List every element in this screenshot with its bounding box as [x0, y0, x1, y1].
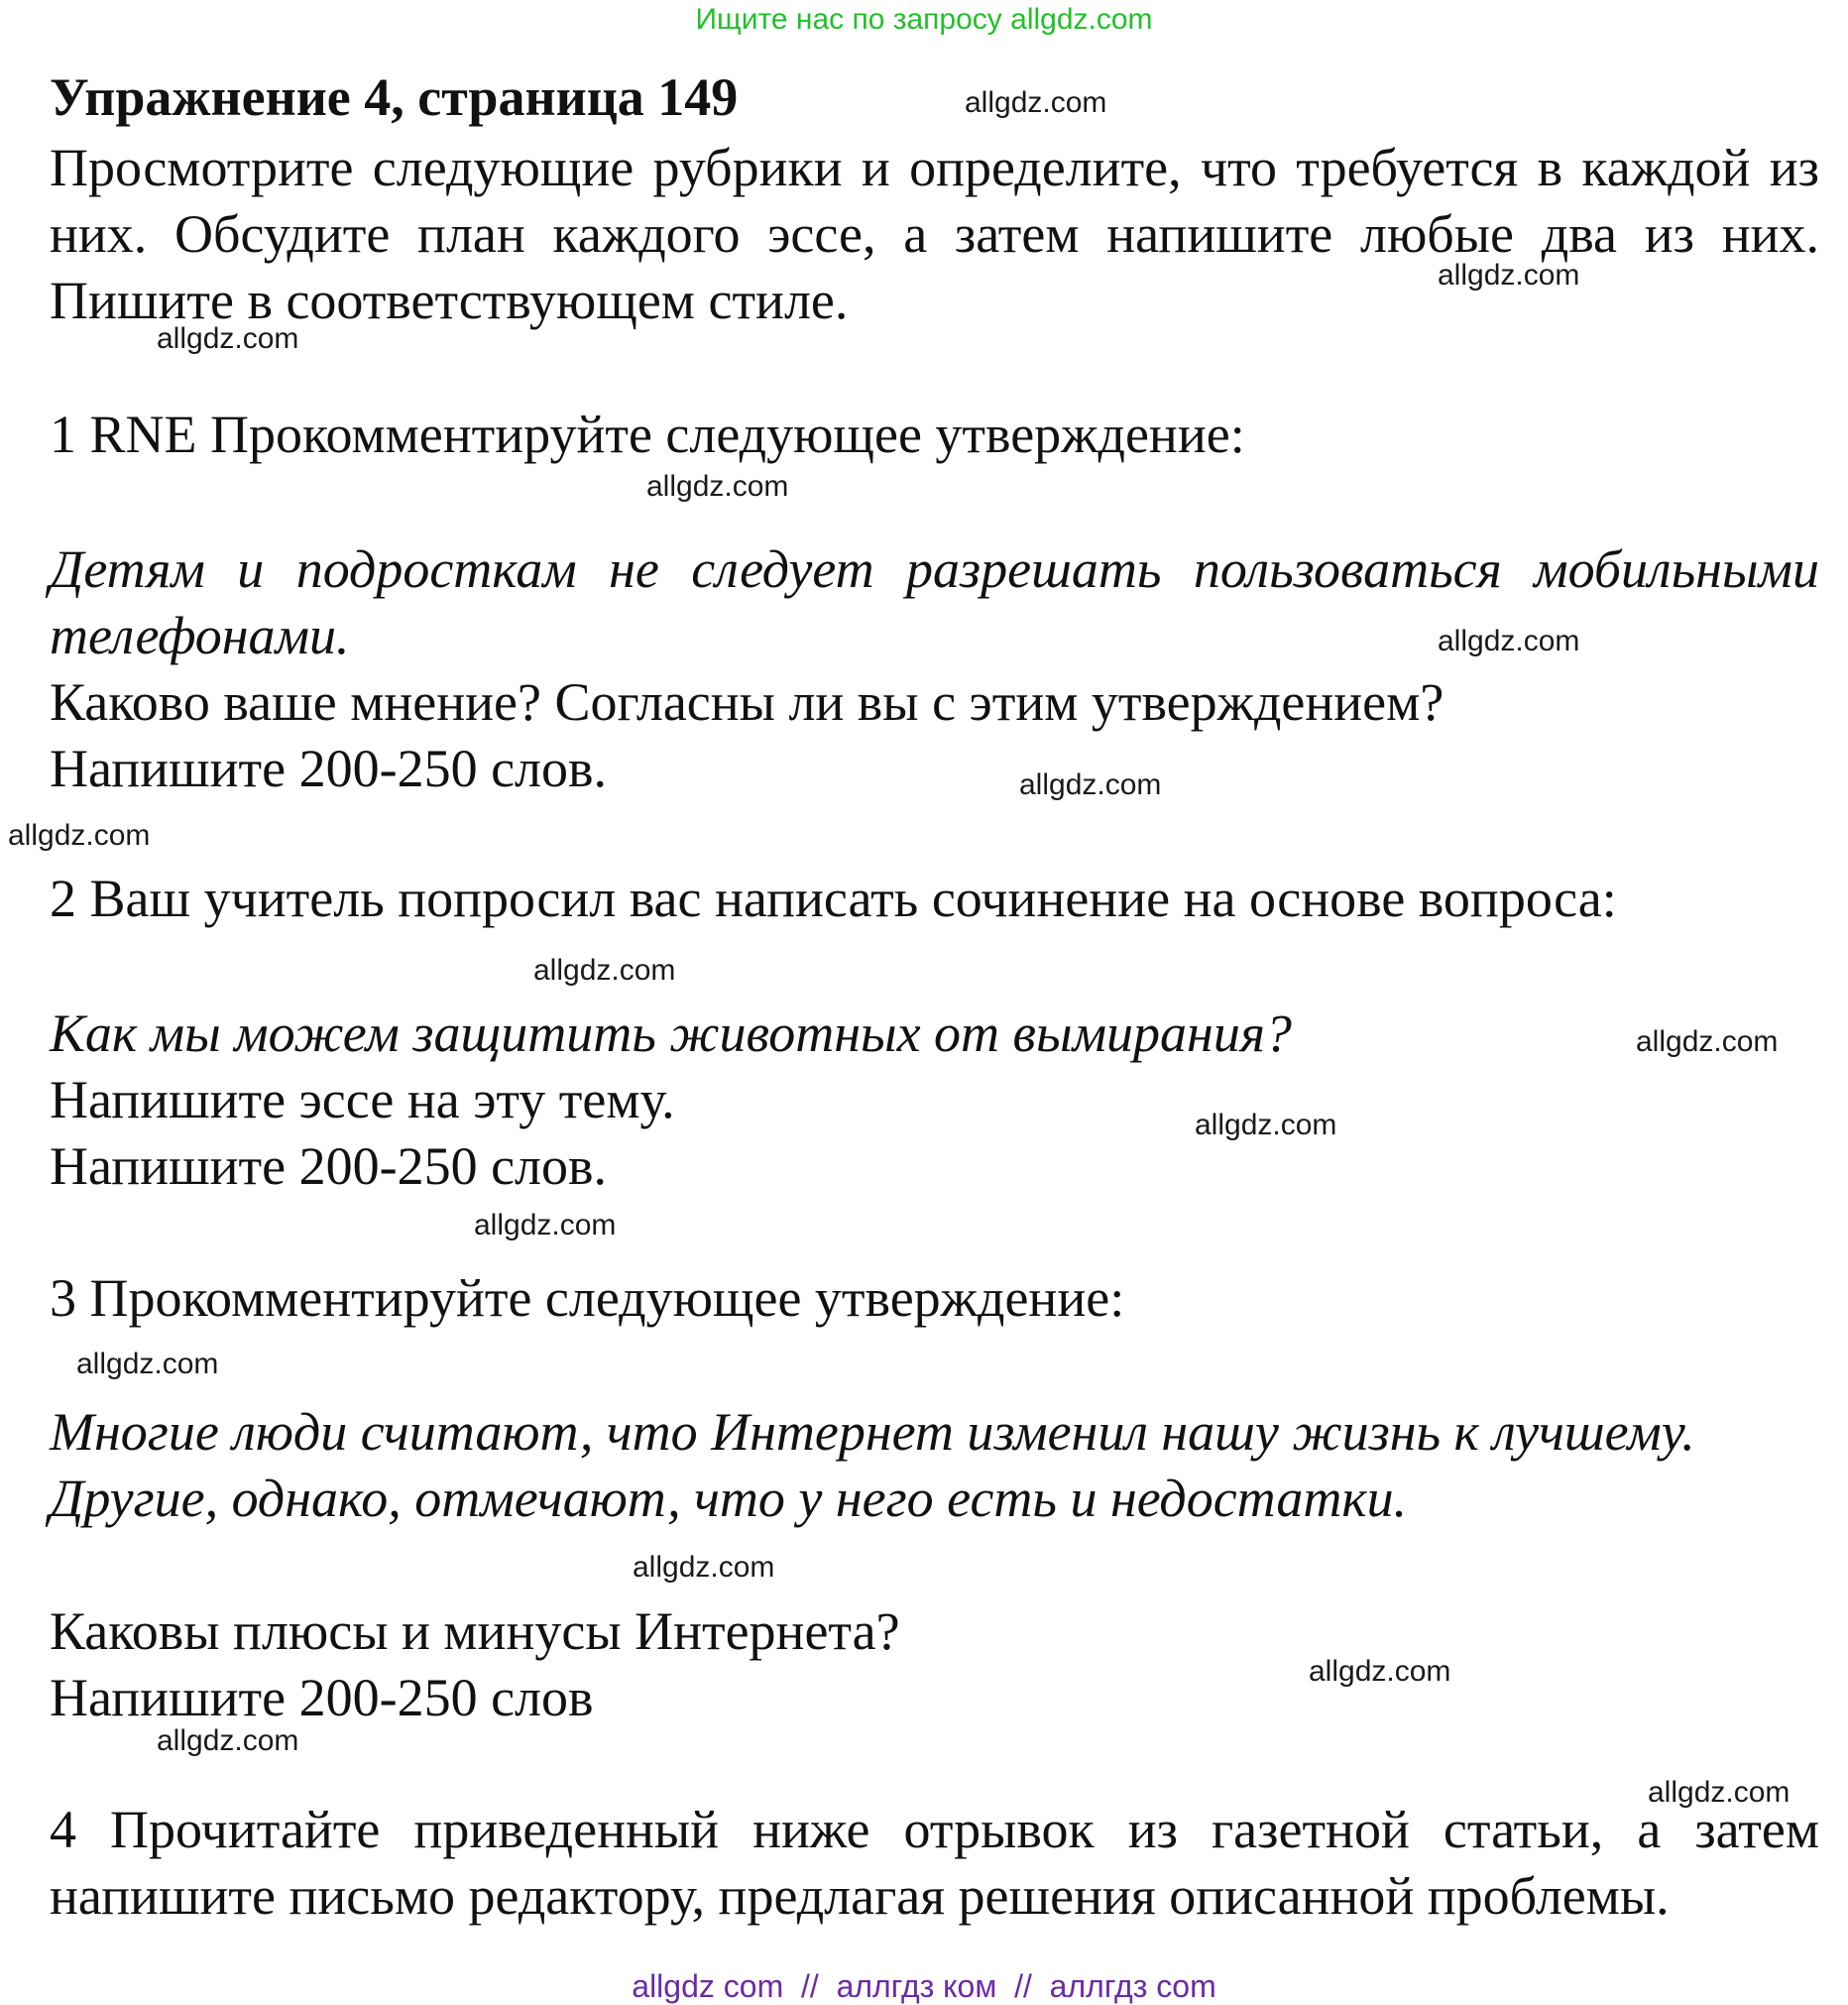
- watermark: allgdz.com: [1438, 259, 1580, 292]
- task1-statement: Детям и подросткам не следует разрешать пользоваться мобильными телефонами.: [50, 539, 1819, 665]
- task2-question: Как мы можем защитить животных от вымирания?: [50, 1003, 1292, 1063]
- watermark: allgdz.com: [646, 470, 789, 503]
- page-title: Упражнение 4, страница 149: [50, 67, 739, 127]
- task1-heading: 1 RNE Прокомментируйте следующее утверждение:: [50, 405, 1245, 464]
- task1-question: Каково ваше мнение? Согласны ли вы с этим утверждением?: [50, 672, 1444, 732]
- watermark: allgdz.com: [1438, 625, 1580, 657]
- intro-paragraph: Просмотрите следующие рубрики и определите, что требуется в каждой из них. Обсудите план каждого эссе, а затем напишите любые два из них. Пишите в соответствующем стиле.: [50, 138, 1819, 330]
- watermark: allgdz.com: [965, 86, 1107, 119]
- watermark: allgdz.com: [533, 954, 676, 987]
- top-banner[interactable]: Ищите нас по запросу allgdz.com: [695, 3, 1153, 36]
- task3-statement-line2: Другие, однако, отмечают, что у него есть и недостатки.: [50, 1469, 1408, 1528]
- watermark: allgdz.com: [157, 322, 299, 355]
- task3-heading: 3 Прокомментируйте следующее утверждение:: [50, 1268, 1125, 1328]
- task2-heading: 2 Ваш учитель попросил вас написать сочинение на основе вопроса:: [50, 869, 1617, 928]
- watermark: allgdz.com: [1195, 1109, 1337, 1141]
- task3-statement-line1: Многие люди считают, что Интернет изменил нашу жизнь к лучшему.: [50, 1402, 1695, 1462]
- task3-question: Каковы плюсы и минусы Интернета?: [50, 1601, 900, 1661]
- task1-word-count: Напишите 200-250 слов.: [50, 739, 607, 798]
- watermark: allgdz.com: [1019, 768, 1162, 801]
- task3-word-count: Напишите 200-250 слов: [50, 1668, 594, 1727]
- watermark: allgdz.com: [8, 819, 151, 852]
- watermark: allgdz.com: [76, 1348, 219, 1380]
- bottom-banner[interactable]: allgdz com // аллгдз ком // аллгдз com: [632, 1968, 1216, 2004]
- watermark: allgdz.com: [474, 1209, 617, 1241]
- watermark: allgdz.com: [1648, 1776, 1790, 1809]
- watermark: allgdz.com: [1636, 1025, 1779, 1058]
- watermark: allgdz.com: [1309, 1655, 1451, 1688]
- task2-instruction: Напишите эссе на эту тему.: [50, 1070, 675, 1129]
- task2-word-count: Напишите 200-250 слов.: [50, 1136, 607, 1196]
- watermark: allgdz.com: [633, 1551, 775, 1584]
- watermark: allgdz.com: [157, 1724, 299, 1757]
- task4-text: 4 Прочитайте приведенный ниже отрывок из газетной статьи, а затем напишите письмо редактору, предлагая решения описанной проблемы.: [50, 1800, 1819, 1926]
